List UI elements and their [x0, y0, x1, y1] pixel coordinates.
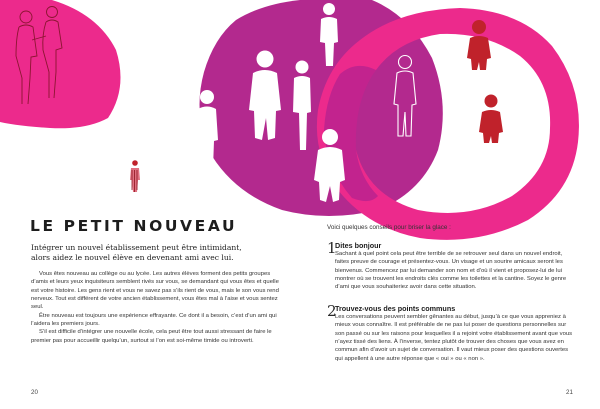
body-text-left — [31, 270, 286, 345]
page-number-right: 21 — [566, 389, 573, 396]
paragraph: Être nouveau est toujours une expérience effrayante. Ce dont il a besoin, c’est d’un ami qui l’aidera les premiers jours. — [31, 312, 277, 328]
paragraph: S’il est difficile d’intégrer une nouvelle école, cela peut être tout aussi stressant de faire le premier pas pour accueillir quelqu’un, surtout si l’on est soi-même timide ou introverti. — [31, 329, 272, 344]
intro-line: Intégrer un nouvel établissement peut être intimidant, — [31, 243, 242, 252]
figure-red-2 — [479, 95, 503, 144]
tip-text: Sachant à quel point cela peut être terrible de se retrouver seul dans un nouvel endroit, faites preuve de courage et présentez-vous. Un visage et un sourire amicaux seront les bienvenus. Commencez par lui demander son nom et d’où il vient et proposez-lui de lui montrer où se trouvent les endroits clés comme les toilettes et la cantine. Soyez le genre d’ami que vous souhaiteriez avoir dans cette situation. — [335, 251, 567, 291]
page-title: LE PETIT NOUVEAU — [30, 217, 238, 235]
tip-heading: Trouvez-vous des points communs — [335, 304, 456, 313]
tip-heading: Dites bonjour — [335, 241, 382, 250]
intro-line: alors aidez le nouvel élève en devenant ami avec lui. — [31, 253, 234, 263]
tip-1 — [327, 241, 577, 292]
tip-2 — [327, 304, 577, 363]
tips-intro: Voici quelques conseils pour briser la glace : — [327, 224, 451, 231]
tip-number: 2 — [327, 302, 337, 320]
page-number-left: 20 — [31, 389, 38, 396]
paragraph: Vous êtes nouveau au collège ou au lycée. Les autres élèves forment des petits groupes d’amis et leurs yeux inquisiteurs semblent rivés sur vous, se demandant qui vous êtes et quelle est votre histoire. Les gens rient et vous ne savez pas s’ils rient de vous, mais le son vous rend nerveux. Tout est différent de votre ancien établissement, vous êtes mal à l’aise et vous sentez seul. — [31, 271, 279, 311]
intro-text — [31, 243, 281, 264]
tip-number: 1 — [327, 239, 337, 257]
figure-striped-small — [130, 160, 140, 192]
tip-text: Les conversations peuvent sembler gênantes au début, jusqu’à ce que vous appreniez à mieux vous connaître. Il est préférable de ne pas lui poser de questions personnelles sur son passé ou sur les raisons pour lesquelles il a rejoint votre établissement avant que vous n’ayez tissé des liens. À l’inverse, tentez plutôt de trouver des choses que vous avez en commun afin d’avoir un sujet de conversation. Il vaut mieux poser des questions ouvertes qui appellent à une autre réponse que « oui » ou « non ». — [335, 314, 573, 362]
